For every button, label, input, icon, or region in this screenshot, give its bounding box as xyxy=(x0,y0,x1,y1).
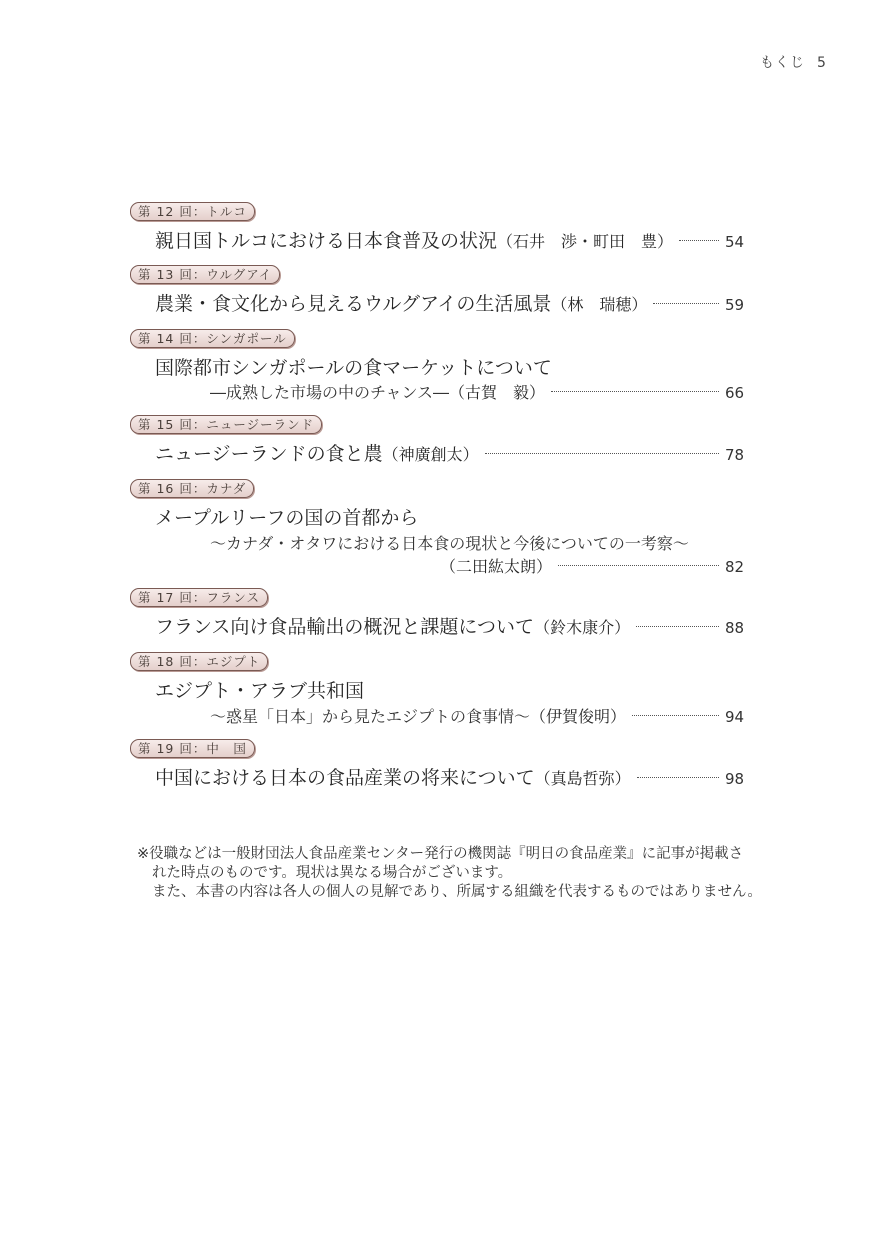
dot-leader xyxy=(551,391,719,392)
entry-title: ニュージーランドの食と農 xyxy=(155,443,383,465)
entry-page-number: 88 xyxy=(725,619,745,637)
entry-author: （林 瑞穂） xyxy=(551,295,648,314)
episode-badge: 第 13 回：ウルグアイ xyxy=(130,265,280,284)
toc-line[interactable] xyxy=(210,380,745,403)
entry-page-number: 94 xyxy=(725,708,745,726)
entry-subtitle: ―成熟した市場の中のチャンス― xyxy=(210,383,450,402)
toc-line[interactable] xyxy=(155,226,745,253)
entry-page-number: 78 xyxy=(725,446,745,464)
dot-leader xyxy=(636,626,719,627)
entry-page-number: 66 xyxy=(725,384,745,402)
entry-title: 中国における日本の食品産業の将来について xyxy=(155,767,535,789)
section-label: もくじ xyxy=(760,55,805,71)
entry-author: （神廣創太） xyxy=(382,445,479,464)
toc-line[interactable] xyxy=(155,289,745,316)
entry-author: （真島哲弥） xyxy=(534,769,631,788)
entry-page-number: 54 xyxy=(725,233,745,251)
dot-leader xyxy=(637,777,719,778)
toc-subtitle-line xyxy=(210,531,745,554)
entry-subtitle: ～惑星「日本」から見たエジプトの食事情～ xyxy=(210,707,531,726)
page-header xyxy=(760,52,827,72)
toc-title-line[interactable] xyxy=(155,676,745,703)
footnote xyxy=(137,845,777,902)
entry-title: 国際都市シンガポールの食マーケットについて xyxy=(155,357,552,379)
entry-title: エジプト・アラブ共和国 xyxy=(155,680,365,702)
entry-page-number: 59 xyxy=(725,296,745,314)
dot-leader xyxy=(632,715,719,716)
entry-author: （二田紘太朗） xyxy=(440,557,553,576)
episode-badge: 第 14 回：シンガポール xyxy=(130,329,295,348)
dot-leader xyxy=(653,303,719,304)
episode-badge: 第 12 回：トルコ xyxy=(130,202,255,221)
footnote-line: ※役職などは一般財団法人食品産業センター発行の機関誌『明日の食品産業』に記事が掲載さ xyxy=(137,846,744,862)
toc-line[interactable] xyxy=(440,554,745,577)
footnote-line: また、本書の内容は各人の個人の見解であり、所属する組織を代表するものではありません。 xyxy=(152,884,762,900)
toc-line[interactable] xyxy=(155,763,745,790)
episode-badge: 第 17 回：フランス xyxy=(130,588,268,607)
entry-author: （伊賀俊明） xyxy=(530,707,627,726)
episode-badge: 第 15 回：ニュージーランド xyxy=(130,415,322,434)
entry-title: フランス向け食品輸出の概況と課題について xyxy=(155,616,535,638)
entry-title: メープルリーフの国の首都から xyxy=(155,507,419,529)
entry-title: 親日国トルコにおける日本食普及の状況 xyxy=(155,230,498,252)
entry-page-number: 82 xyxy=(725,558,745,576)
footnote-line: れた時点のものです。現状は異なる場合がございます。 xyxy=(152,865,513,881)
entry-author: （鈴木康介） xyxy=(534,618,631,637)
toc-line[interactable] xyxy=(155,612,745,639)
toc-title-line[interactable] xyxy=(155,353,745,380)
dot-leader xyxy=(679,240,719,241)
toc-line[interactable] xyxy=(210,704,745,727)
episode-badge: 第 18 回：エジプト xyxy=(130,652,268,671)
episode-badge: 第 19 回：中 国 xyxy=(130,739,255,758)
dot-leader xyxy=(558,565,719,566)
entry-author: （古賀 毅） xyxy=(449,383,546,402)
toc-line[interactable] xyxy=(155,439,745,466)
entry-title: 農業・食文化から見えるウルグアイの生活風景 xyxy=(155,293,552,315)
entry-page-number: 98 xyxy=(725,770,745,788)
toc-title-line[interactable] xyxy=(155,503,745,530)
entry-subtitle: ～カナダ・オタワにおける日本食の現状と今後についての一考察～ xyxy=(210,534,689,553)
entry-author: （石井 渉・町田 豊） xyxy=(497,232,674,251)
dot-leader xyxy=(485,453,719,454)
page-number: 5 xyxy=(817,55,827,71)
episode-badge: 第 16 回：カナダ xyxy=(130,479,254,498)
